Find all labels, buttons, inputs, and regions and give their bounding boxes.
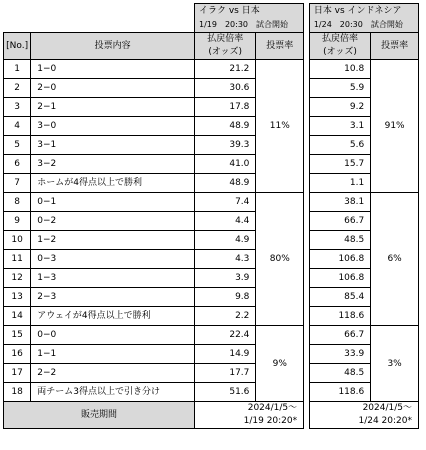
match-1-odds: 48.9 bbox=[195, 174, 256, 193]
odds-header-line1: 払戻倍率 bbox=[207, 34, 244, 44]
match-2-odds: 48.5 bbox=[309, 364, 370, 383]
row-content: ホームが4得点以上で勝利 bbox=[31, 174, 195, 193]
row-number: 7 bbox=[4, 174, 31, 193]
match-1-odds: 21.2 bbox=[195, 60, 256, 79]
row-number: 9 bbox=[4, 212, 31, 231]
period-start: 2024/1/5〜 bbox=[362, 403, 412, 413]
no-header: [No.] bbox=[4, 33, 31, 60]
match-2-odds: 118.6 bbox=[309, 307, 370, 326]
match-2-rate-header: 投票率 bbox=[371, 33, 419, 60]
row-number: 2 bbox=[4, 79, 31, 98]
row-content: 1−2 bbox=[31, 231, 195, 250]
row-number: 18 bbox=[4, 383, 31, 402]
match-1-vote-rate: 80% bbox=[256, 193, 304, 326]
table-row bbox=[4, 231, 419, 250]
table-row bbox=[4, 117, 419, 136]
table-row bbox=[4, 193, 419, 212]
row-content: アウェイが4得点以上で勝利 bbox=[31, 307, 195, 326]
row-number: 8 bbox=[4, 193, 31, 212]
table-row bbox=[4, 174, 419, 193]
row-number: 5 bbox=[4, 136, 31, 155]
row-number: 11 bbox=[4, 250, 31, 269]
match-1-odds: 4.9 bbox=[195, 231, 256, 250]
row-number: 14 bbox=[4, 307, 31, 326]
match-1-odds: 2.2 bbox=[195, 307, 256, 326]
row-content: 両チーム3得点以上で引き分け bbox=[31, 383, 195, 402]
match-2-odds: 48.5 bbox=[309, 231, 370, 250]
table-row bbox=[4, 250, 419, 269]
match-2-odds: 66.7 bbox=[309, 212, 370, 231]
match-1-odds-header bbox=[195, 33, 256, 60]
match-1-odds: 39.3 bbox=[195, 136, 256, 155]
row-content: 0−0 bbox=[31, 326, 195, 345]
row-content: 2−0 bbox=[31, 79, 195, 98]
table-row bbox=[4, 98, 419, 117]
row-content: 3−1 bbox=[31, 136, 195, 155]
match-2-odds: 15.7 bbox=[309, 155, 370, 174]
row-content: 0−3 bbox=[31, 250, 195, 269]
period-start: 2024/1/5〜 bbox=[247, 403, 298, 413]
table-row bbox=[4, 307, 419, 326]
odds-header-line2: (オッズ) bbox=[323, 47, 357, 57]
match-2-odds: 3.1 bbox=[309, 117, 370, 136]
table-row bbox=[4, 60, 419, 79]
odds-header-line2: (オッズ) bbox=[208, 47, 243, 57]
match-2-odds: 106.8 bbox=[309, 250, 370, 269]
row-content: 0−1 bbox=[31, 193, 195, 212]
table-row bbox=[4, 136, 419, 155]
content-header: 投票内容 bbox=[31, 33, 195, 60]
match-1-header bbox=[195, 4, 304, 33]
match-1-odds: 48.9 bbox=[195, 117, 256, 136]
match-1-odds: 17.8 bbox=[195, 98, 256, 117]
match-1-odds: 30.6 bbox=[195, 79, 256, 98]
match-2-odds: 5.9 bbox=[309, 79, 370, 98]
match-1-odds: 51.6 bbox=[195, 383, 256, 402]
match-2-odds: 10.8 bbox=[309, 60, 370, 79]
match-1-sales-period bbox=[195, 402, 304, 429]
match-1-odds: 17.7 bbox=[195, 364, 256, 383]
match-2-odds-header bbox=[309, 33, 370, 60]
row-number: 13 bbox=[4, 288, 31, 307]
match-2-kickoff: 1/24 20:30 試合開始 bbox=[313, 20, 403, 29]
match-1-title: イラク vs 日本 bbox=[199, 6, 260, 16]
row-number: 4 bbox=[4, 117, 31, 136]
table-row bbox=[4, 269, 419, 288]
match-2-title: 日本 vs インドネシア bbox=[313, 6, 402, 16]
row-number: 12 bbox=[4, 269, 31, 288]
match-2-odds: 38.1 bbox=[309, 193, 370, 212]
row-content: 0−2 bbox=[31, 212, 195, 231]
match-2-odds: 5.6 bbox=[309, 136, 370, 155]
table-row bbox=[4, 345, 419, 364]
match-1-vote-rate: 11% bbox=[256, 60, 304, 193]
table-row bbox=[4, 212, 419, 231]
match-1-odds: 41.0 bbox=[195, 155, 256, 174]
odds-table bbox=[3, 3, 419, 429]
row-content: 1−0 bbox=[31, 60, 195, 79]
match-1-odds: 14.9 bbox=[195, 345, 256, 364]
row-number: 10 bbox=[4, 231, 31, 250]
row-number: 15 bbox=[4, 326, 31, 345]
sales-period-row bbox=[4, 402, 419, 429]
row-content: 2−1 bbox=[31, 98, 195, 117]
match-2-odds: 106.8 bbox=[309, 269, 370, 288]
row-number: 3 bbox=[4, 98, 31, 117]
table-row bbox=[4, 364, 419, 383]
match-1-odds: 7.4 bbox=[195, 193, 256, 212]
match-1-rate-header: 投票率 bbox=[256, 33, 304, 60]
period-end: 1/24 20:20* bbox=[358, 416, 412, 426]
match-1-odds: 22.4 bbox=[195, 326, 256, 345]
table-row bbox=[4, 79, 419, 98]
row-content: 1−3 bbox=[31, 269, 195, 288]
match-1-kickoff: 1/19 20:30 試合開始 bbox=[199, 20, 289, 29]
table-row bbox=[4, 288, 419, 307]
match-2-odds: 1.1 bbox=[309, 174, 370, 193]
period-end: 1/19 20:20* bbox=[243, 416, 298, 426]
match-2-odds: 66.7 bbox=[309, 326, 370, 345]
sales-period-label: 販売期間 bbox=[4, 402, 195, 429]
row-content: 3−0 bbox=[31, 117, 195, 136]
odds-header-line1: 払戻倍率 bbox=[322, 34, 359, 44]
match-1-odds: 9.8 bbox=[195, 288, 256, 307]
match-2-sales-period bbox=[309, 402, 418, 429]
row-number: 6 bbox=[4, 155, 31, 174]
match-2-odds: 118.6 bbox=[309, 383, 370, 402]
row-number: 17 bbox=[4, 364, 31, 383]
match-2-vote-rate: 3% bbox=[371, 326, 419, 402]
match-2-odds: 33.9 bbox=[309, 345, 370, 364]
match-2-odds: 9.2 bbox=[309, 98, 370, 117]
match-2-header bbox=[309, 4, 418, 33]
match-2-vote-rate: 91% bbox=[371, 60, 419, 193]
match-1-odds: 4.3 bbox=[195, 250, 256, 269]
row-number: 16 bbox=[4, 345, 31, 364]
match-1-odds: 4.4 bbox=[195, 212, 256, 231]
table-row bbox=[4, 383, 419, 402]
table-row bbox=[4, 326, 419, 345]
match-1-vote-rate: 9% bbox=[256, 326, 304, 402]
match-2-odds: 85.4 bbox=[309, 288, 370, 307]
row-content: 2−2 bbox=[31, 364, 195, 383]
row-content: 3−2 bbox=[31, 155, 195, 174]
row-content: 1−1 bbox=[31, 345, 195, 364]
row-content: 2−3 bbox=[31, 288, 195, 307]
table-row bbox=[4, 155, 419, 174]
row-number: 1 bbox=[4, 60, 31, 79]
match-1-odds: 3.9 bbox=[195, 269, 256, 288]
match-2-vote-rate: 6% bbox=[371, 193, 419, 326]
blank-corner bbox=[4, 4, 195, 33]
